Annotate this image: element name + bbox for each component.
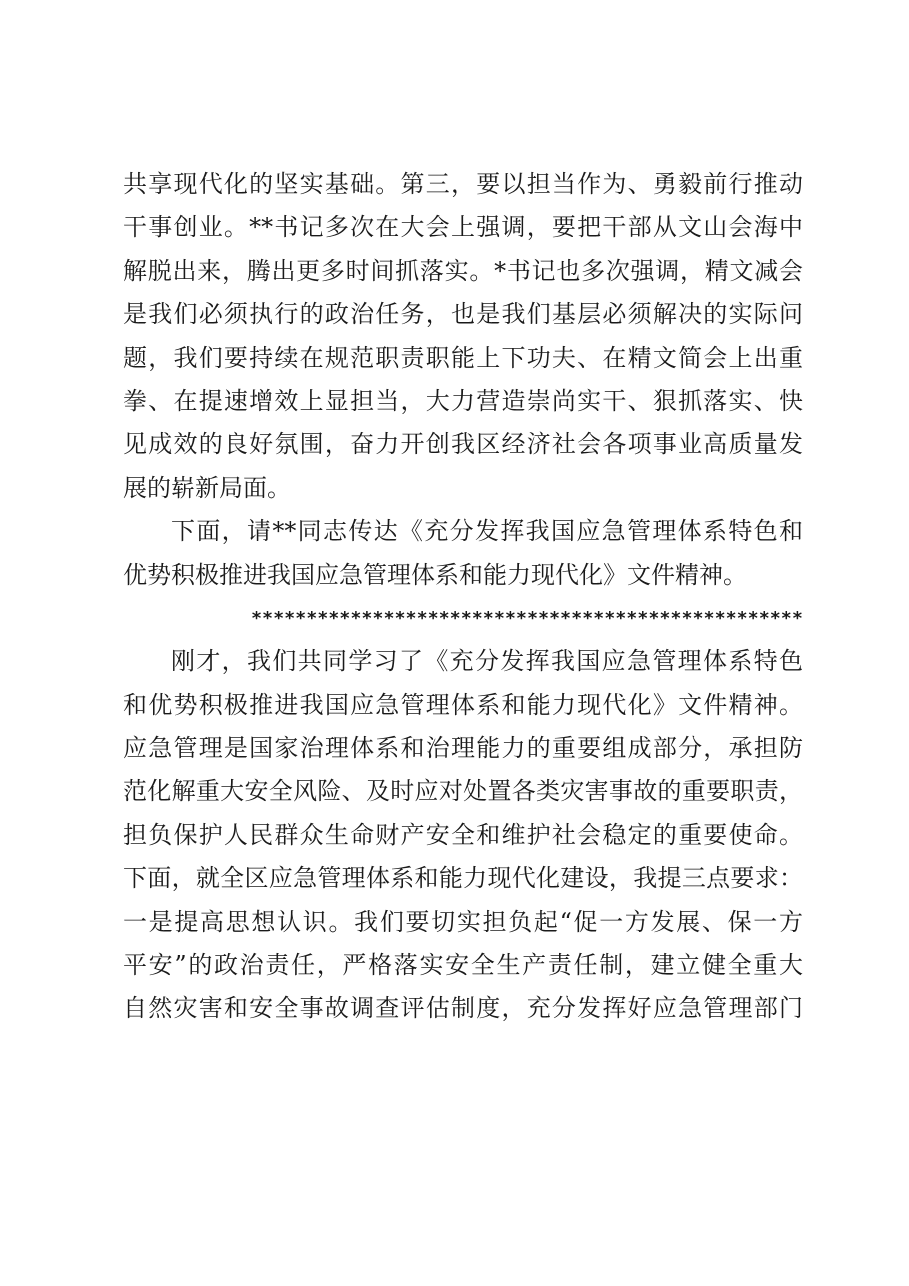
text-line: 和优势积极推进我国应急管理体系和能力现代化》文件精神。 [123,690,803,719]
text-line: 解脱出来，腾出更多时间抓落实。*书记也多次强调，精文减会 [123,256,803,285]
text-line: 下面，请**同志传达《充分发挥我国应急管理体系特色和 [171,517,803,546]
text-line: 下面，就全区应急管理体系和能力现代化建设，我提三点要求： [123,864,803,893]
text-line: 展的崭新局面。 [123,473,291,502]
text-line: 见成效的良好氛围，奋力开创我区经济社会各项事业高质量发 [123,430,803,459]
text-line: 拳、在提速增效上显担当，大力营造崇尚实干、狠抓落实、快 [123,386,803,415]
text-line: 是我们必须执行的政治任务，也是我们基层必须解决的实际问 [123,300,803,329]
text-line: 担负保护人民群众生命财产安全和维护社会稳定的重要使命。 [123,820,803,849]
text-line: 干事创业。**书记多次在大会上强调，要把干部从文山会海中 [123,213,803,242]
text-line: 应急管理是国家治理体系和治理能力的重要组成部分，承担防 [123,734,803,763]
text-line: 优势积极推进我国应急管理体系和能力现代化》文件精神。 [123,560,747,589]
text-line: 平安”的政治责任，严格落实安全生产责任制，建立健全重大 [123,951,803,980]
document-body [123,163,803,1031]
text-line: 范化解重大安全风险、及时应对处置各类灾害事故的重要职责， [123,777,803,806]
paragraph-announcement [123,510,803,597]
paragraph-requirements [123,640,803,1031]
text-line: 题，我们要持续在规范职责职能上下功夫、在精文简会上出重 [123,343,803,372]
text-line: 刚才，我们共同学习了《充分发挥我国应急管理体系特色 [171,647,803,676]
text-line: 自然灾害和安全事故调查评估制度，充分发挥好应急管理部门 [123,994,803,1023]
section-separator: ************************************************** [251,607,803,629]
paragraph-continuation [123,163,803,510]
text-line: 共享现代化的坚实基础。第三，要以担当作为、勇毅前行推动 [123,170,803,198]
text-line: 一是提高思想认识。我们要切实担负起“促一方发展、保一方 [123,907,803,936]
